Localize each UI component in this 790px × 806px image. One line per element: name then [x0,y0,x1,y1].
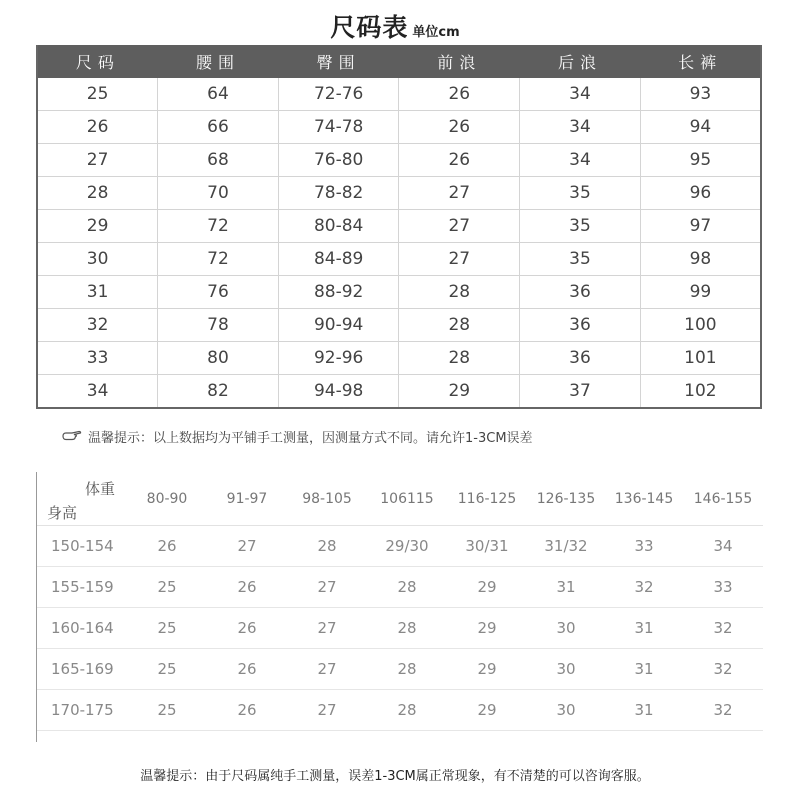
reference-table-header [37,472,763,526]
recommended-size-cell: 26 [207,567,287,608]
size-table-cell: 37 [520,375,641,409]
size-table-cell: 32 [37,309,158,342]
reference-table-row [37,567,763,608]
size-table-cell: 82 [158,375,279,409]
footer-note: 温馨提示：由于尺码属纯手工测量，误差1-3CM属正常现象，有不清楚的可以咨询客服。 [140,769,650,784]
size-table-cell: 28 [399,309,520,342]
size-table-cell: 35 [520,210,641,243]
recommended-size-cell: 26 [207,690,287,731]
weight-axis-label: 体重 [85,480,116,498]
corner-cell [37,472,127,526]
size-table-cell: 29 [399,375,520,409]
recommended-size-cell: 27 [207,526,287,567]
recommended-size-cell: 30/31 [447,526,527,567]
size-table [36,45,762,409]
size-table-cell: 93 [640,78,761,111]
weight-range-header: 136-145 [605,472,683,526]
recommended-size-cell: 27 [287,567,367,608]
recommended-size-cell: 30 [527,608,605,649]
size-table-cell: 76-80 [278,144,399,177]
recommended-size-cell: 25 [127,608,207,649]
size-table-cell: 26 [399,78,520,111]
size-table-header [37,45,761,78]
size-table-cell: 36 [520,309,641,342]
column-header-front-rise: 前浪 [399,45,520,78]
reference-table-container [36,472,763,742]
recommended-size-cell: 33 [605,526,683,567]
recommended-size-cell: 32 [683,649,763,690]
size-table-cell: 28 [37,177,158,210]
size-table-cell: 92-96 [278,342,399,375]
size-table-cell: 94 [640,111,761,144]
size-table-cell: 88-92 [278,276,399,309]
weight-range-header: 98-105 [287,472,367,526]
recommended-size-cell: 31 [605,690,683,731]
size-table-cell: 27 [399,210,520,243]
column-header-length: 长裤 [640,45,761,78]
recommended-size-cell: 29/30 [367,526,447,567]
size-table-cell: 27 [37,144,158,177]
size-table-cell: 76 [158,276,279,309]
size-table-cell: 84-89 [278,243,399,276]
recommended-size-cell: 31 [527,567,605,608]
size-table-cell: 80-84 [278,210,399,243]
recommended-size-cell: 28 [287,526,367,567]
size-table-cell: 29 [37,210,158,243]
recommended-size-cell: 30 [527,649,605,690]
size-table-cell: 68 [158,144,279,177]
recommended-size-cell: 25 [127,567,207,608]
size-table-row [37,375,761,409]
recommended-size-cell: 30 [527,690,605,731]
recommended-size-cell: 32 [605,567,683,608]
measurement-tip [62,427,533,446]
size-table-cell: 26 [399,111,520,144]
size-table-cell: 36 [520,276,641,309]
size-table-cell: 26 [37,111,158,144]
recommended-size-cell: 32 [683,608,763,649]
size-table-cell: 31 [37,276,158,309]
recommended-size-cell: 32 [683,690,763,731]
page-title [0,8,790,44]
size-table-cell: 72 [158,210,279,243]
height-range-cell: 150-154 [37,526,127,567]
weight-range-header: 126-135 [527,472,605,526]
recommended-size-cell: 25 [127,690,207,731]
recommended-size-cell: 27 [287,608,367,649]
size-table-cell: 36 [520,342,641,375]
height-range-cell: 165-169 [37,649,127,690]
column-header-waist: 腰围 [158,45,279,78]
size-table-cell: 35 [520,177,641,210]
size-table-row [37,342,761,375]
size-table-cell: 96 [640,177,761,210]
size-table-cell: 64 [158,78,279,111]
size-table-cell: 98 [640,243,761,276]
weight-range-header: 146-155 [683,472,763,526]
size-table-cell: 30 [37,243,158,276]
size-table-cell: 34 [520,144,641,177]
size-table-cell: 28 [399,276,520,309]
size-table-cell: 34 [520,78,641,111]
size-table-cell: 99 [640,276,761,309]
size-table-cell: 78-82 [278,177,399,210]
tip-text: 以上数据均为平铺手工测量，因测量方式不同。请允许1-3CM误差 [153,431,533,446]
reference-table-row [37,690,763,731]
weight-range-header: 106115 [367,472,447,526]
pointing-hand-icon [62,429,82,445]
recommended-size-cell: 31 [605,649,683,690]
size-table-cell: 26 [399,144,520,177]
height-range-cell: 170-175 [37,690,127,731]
tip-label: 温馨提示： [88,431,154,446]
size-table-cell: 33 [37,342,158,375]
size-table-row [37,243,761,276]
weight-range-header: 80-90 [127,472,207,526]
size-table-cell: 94-98 [278,375,399,409]
size-table-row [37,210,761,243]
size-table-row [37,144,761,177]
recommended-size-cell: 31 [605,608,683,649]
size-table-cell: 95 [640,144,761,177]
recommended-size-cell: 27 [287,690,367,731]
weight-range-header: 91-97 [207,472,287,526]
height-weight-table [37,472,763,731]
title-text: 尺码表 [330,13,409,42]
reference-table-row [37,526,763,567]
size-table-cell: 80 [158,342,279,375]
recommended-size-cell: 26 [127,526,207,567]
size-table-cell: 34 [37,375,158,409]
recommended-size-cell: 33 [683,567,763,608]
reference-table-row [37,608,763,649]
size-table-row [37,276,761,309]
recommended-size-cell: 29 [447,649,527,690]
size-table-cell: 101 [640,342,761,375]
recommended-size-cell: 29 [447,690,527,731]
size-table-cell: 35 [520,243,641,276]
size-table-cell: 70 [158,177,279,210]
recommended-size-cell: 27 [287,649,367,690]
height-range-cell: 160-164 [37,608,127,649]
column-header-size: 尺码 [37,45,158,78]
size-table-cell: 102 [684,381,717,401]
size-table-cell: 100 [640,309,761,342]
recommended-size-cell: 26 [207,608,287,649]
recommended-size-cell: 25 [127,649,207,690]
size-table-cell: 27 [399,243,520,276]
size-table-cell: 28 [399,342,520,375]
size-table-cell: 66 [158,111,279,144]
size-table-cell: 72 [158,243,279,276]
size-table-row [37,78,761,111]
weight-range-header: 116-125 [447,472,527,526]
recommended-size-cell: 28 [367,567,447,608]
size-table-row [37,309,761,342]
size-table-cell: 34 [520,111,641,144]
size-table-row [37,177,761,210]
reference-table-row [37,649,763,690]
height-range-cell: 155-159 [37,567,127,608]
height-axis-label: 身高 [47,504,78,522]
column-header-hip: 臀围 [278,45,399,78]
recommended-size-cell: 29 [447,608,527,649]
size-table-cell: 97 [640,210,761,243]
column-header-back-rise: 后浪 [520,45,641,78]
size-table-cell: 90-94 [278,309,399,342]
unit-label: 单位cm [412,25,460,40]
size-table-row [37,111,761,144]
recommended-size-cell: 34 [683,526,763,567]
size-table-cell: 78 [158,309,279,342]
size-table-cell: 72-76 [278,78,399,111]
recommended-size-cell: 28 [367,608,447,649]
recommended-size-cell: 26 [207,649,287,690]
recommended-size-cell: 31/32 [527,526,605,567]
size-table-cell: 25 [37,78,158,111]
recommended-size-cell: 28 [367,649,447,690]
recommended-size-cell: 29 [447,567,527,608]
size-table-cell: 27 [399,177,520,210]
size-table-cell: 74-78 [278,111,399,144]
recommended-size-cell: 28 [367,690,447,731]
